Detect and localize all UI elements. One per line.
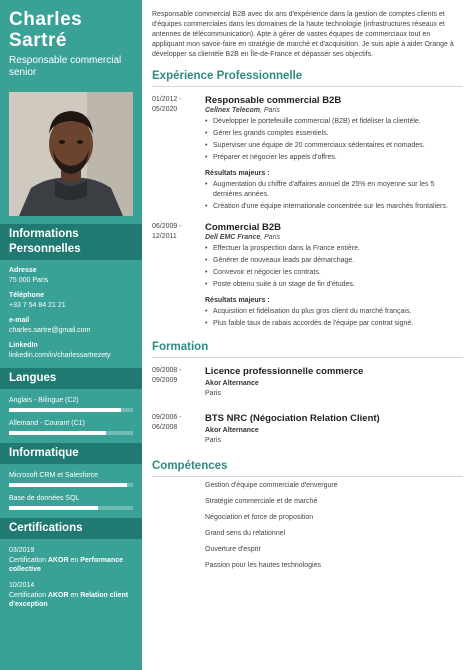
- it-skill-item: [0, 471, 142, 487]
- list-item: • Création d'une équipe internationale concentrée sur les marchés frontaliers.: [205, 202, 463, 212]
- entry-dates: [152, 95, 205, 214]
- list-item: • Convevoir et négocier les contrats.: [205, 268, 463, 278]
- company: Cellnex Telecom, Paris: [205, 107, 280, 114]
- certifications-heading: Certifications: [0, 518, 142, 539]
- date-start: 06/2009 -: [152, 223, 182, 230]
- entry-body: [205, 222, 463, 331]
- entry-dates: [152, 413, 205, 446]
- list-item: • Poste obtenu suite à un stage de fin d'études.: [205, 280, 463, 290]
- list-item: • Acquisition et fidélisation du plus gros client du marché français.: [205, 307, 463, 317]
- results-list: [205, 180, 463, 212]
- address-value: 75 000 Paris: [9, 277, 49, 284]
- skill-item: Passion pour les hautes technologies: [205, 562, 321, 569]
- it-skill-name: Microsoft CRM et Salesforce: [9, 472, 99, 479]
- personal-info-heading: Informations Personnelles: [0, 224, 142, 260]
- skill-item: Grand sens du relationnel: [205, 530, 286, 537]
- experience-heading: Expérience Professionnelle: [152, 70, 463, 87]
- school-city: Paris: [205, 390, 221, 397]
- responsibilities-list: [205, 244, 463, 290]
- certification-date: 10/2014: [9, 582, 35, 589]
- language-level-fill: [9, 408, 121, 412]
- it-skill-level-bar: [9, 506, 133, 510]
- last-name: Sartré: [9, 30, 67, 51]
- candidate-name: [0, 0, 142, 51]
- phone-label: Téléphone: [9, 292, 45, 299]
- date-end: 09/2009: [152, 377, 178, 384]
- entry-dates: [152, 366, 205, 399]
- it-heading: Informatique: [0, 443, 142, 464]
- list-item: • Préparer et négocier les appels d'offres.: [205, 153, 463, 163]
- skills-heading: Compétences: [152, 460, 463, 477]
- phone-value: +33 7 54 84 21 21: [9, 302, 66, 309]
- results-list: [205, 307, 463, 329]
- education-entry: [152, 413, 463, 446]
- languages-heading: Langues: [0, 368, 142, 389]
- job-title: Commercial B2B: [205, 222, 282, 233]
- list-item: • Gérer les grands comptes essentiels.: [205, 129, 463, 139]
- sidebar: [0, 0, 142, 670]
- list-item: • Superviser une équipe de 20 commerciaux sédentaires et nomades.: [205, 141, 463, 151]
- date-end: 12/2011: [152, 233, 177, 240]
- it-skill-level-fill: [9, 506, 98, 510]
- it-skill-name: Base de données SQL: [9, 495, 80, 502]
- certification-text: Certification AKOR en Performance collective: [9, 557, 124, 573]
- skills-list: [205, 481, 463, 571]
- results-label: Résultats majeurs :: [205, 170, 270, 177]
- it-skill-item: [0, 494, 142, 510]
- degree-title: BTS NRC (Négociation Relation Client): [205, 413, 380, 424]
- company: Dell EMC France, Paris: [205, 234, 281, 241]
- date-end: 06/2008: [152, 424, 178, 431]
- main-content: [142, 0, 474, 670]
- entry-body: [205, 413, 463, 446]
- skill-item: Négociation et force de proposition: [205, 514, 314, 521]
- experience-entry: [152, 222, 463, 331]
- language-name: Anglais - Bilingue (C2): [9, 397, 79, 404]
- certification-item: [0, 546, 142, 574]
- entry-dates: [152, 222, 205, 331]
- list-item: • Augmentation du chiffre d'affaires annuel de 25% en moyenne sur les 5 dernières années.: [205, 180, 463, 200]
- language-item: [0, 419, 142, 435]
- skill-item: Gestion d'équipe commerciale d'envergure: [205, 482, 338, 489]
- skill-item: Stratégie commerciale et de marché: [205, 498, 318, 505]
- entry-body: [205, 366, 463, 399]
- date-start: 01/2012 -: [152, 96, 182, 103]
- date-start: 09/2008 -: [152, 367, 182, 374]
- linkedin-value: linkedin.com/in/charlessartrezety: [9, 352, 111, 359]
- results-label: Résultats majeurs :: [205, 297, 270, 304]
- address-label: Adresse: [9, 267, 37, 274]
- language-level-bar: [9, 408, 133, 412]
- degree-title: Licence professionnelle commerce: [205, 366, 364, 377]
- list-item: • Effectuer la prospection dans la France entière.: [205, 244, 463, 254]
- date-end: 05/2020: [152, 106, 178, 113]
- job-title: Responsable commercial B2B: [205, 95, 342, 106]
- profile-summary: Responsable commercial B2B avec dix ans d'expérience dans la gestion de comptes clients et d'équipes commerciales dans les domaines de la haute technologie (infrastructures réseaux et antennes de télécommunication). Apte à gérer de vastes équipes de commerciaux tout en appliquant mon savoir-faire en stratégie de marché et d'acquisition. Je suis apte à aider Orange à développer sa clientèle B2B en Île-de-France et dépasser ses objectifs.: [152, 11, 454, 58]
- certification-date: 03/2019: [9, 547, 35, 554]
- list-item: • Générer de nouveaux leads par démarchage.: [205, 256, 463, 266]
- list-item: • Développer le portefeuille commercial (B2B) et fidéliser la clientèle.: [205, 117, 463, 127]
- certification-text: Certification AKOR en Relation client d'exception: [9, 592, 129, 608]
- language-name: Allemand - Courant (C1): [9, 420, 85, 427]
- experience-entry: [152, 95, 463, 214]
- candidate-role: Responsable commercial senior: [9, 55, 122, 78]
- education-heading: Formation: [152, 341, 463, 358]
- list-item: • Plus faible taux de rabais accordés de l'équipe par contrat signé.: [205, 319, 463, 329]
- first-name: Charles: [9, 9, 83, 30]
- portrait-illustration: [9, 92, 133, 216]
- email-label: e-mail: [9, 317, 30, 324]
- responsibilities-list: [205, 117, 463, 163]
- linkedin-label: LinkedIn: [9, 342, 38, 349]
- language-level-fill: [9, 431, 106, 435]
- skill-item: Ouverture d'esprit: [205, 546, 261, 553]
- entry-body: [205, 95, 463, 214]
- date-start: 09/2006 -: [152, 414, 182, 421]
- language-item: [0, 396, 142, 412]
- school-name: Akor Alternance: [205, 380, 259, 387]
- school-name: Akor Alternance: [205, 427, 259, 434]
- profile-photo: [9, 92, 133, 216]
- email-value: charles.sartre@gmail.com: [9, 327, 91, 334]
- education-entry: [152, 366, 463, 399]
- school-city: Paris: [205, 437, 221, 444]
- it-skill-level-bar: [9, 483, 133, 487]
- it-skill-level-fill: [9, 483, 127, 487]
- certification-item: [0, 581, 142, 609]
- language-level-bar: [9, 431, 133, 435]
